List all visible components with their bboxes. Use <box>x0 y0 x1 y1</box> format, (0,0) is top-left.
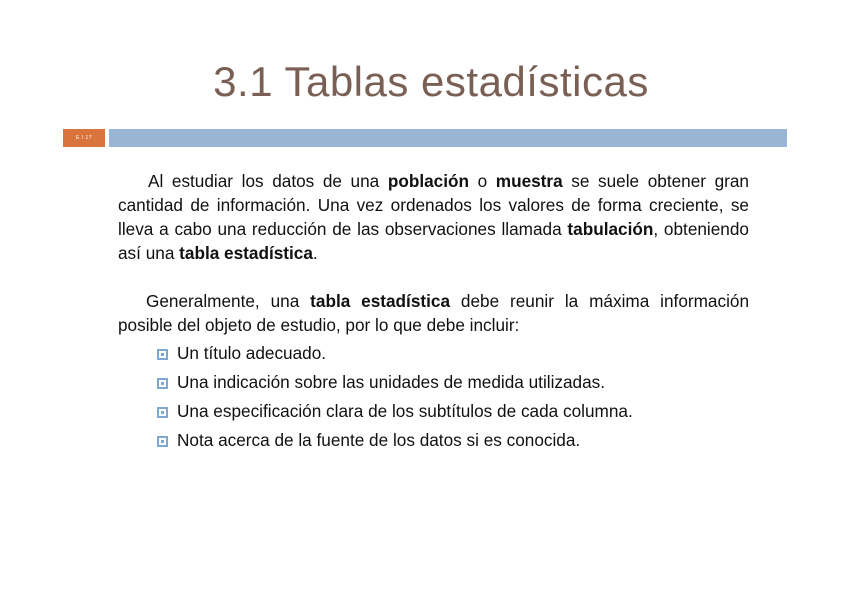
slide-title: 3.1 Tablas estadísticas <box>213 58 649 105</box>
requirements-text-1: Generalmente, una <box>146 291 311 311</box>
term-tabla-estadistica: tabla estadística <box>179 243 313 263</box>
square-bullet-icon <box>157 378 168 389</box>
title-accent-bar <box>109 129 787 147</box>
list-item-text: Nota acerca de la fuente de los datos si es conocida. <box>177 430 581 450</box>
term-muestra: muestra <box>495 171 563 191</box>
term-poblacion: población <box>387 171 470 191</box>
square-bullet-icon <box>157 349 168 360</box>
intro-text-3: se suele obtener gran cantidad de información. Una vez ordenados los valores de forma creciente, se lleva a cabo una reducción de las observaciones llamada <box>118 171 749 239</box>
slide-body <box>118 169 749 455</box>
slide-number-tag: E I 17 <box>63 129 105 147</box>
intro-text-1: Al estudiar los datos de una <box>148 171 388 191</box>
intro-text-4: , obteniendo así una <box>118 219 749 263</box>
list-item-text: Un título adecuado. <box>177 343 327 363</box>
intro-paragraph <box>118 169 749 265</box>
intro-text-2: o <box>469 171 496 191</box>
square-bullet-icon <box>157 436 168 447</box>
square-bullet-icon <box>157 407 168 418</box>
list-item-text: Una indicación sobre las unidades de medida utilizadas. <box>177 372 606 392</box>
list-item <box>156 339 749 368</box>
term-tabla-estadistica-2: tabla estadística <box>310 291 451 311</box>
list-item <box>156 368 749 397</box>
list-item-text: Una especificación clara de los subtítulos de cada columna. <box>177 401 633 421</box>
requirements-paragraph <box>118 289 749 337</box>
term-tabulacion: tabulación <box>567 219 654 239</box>
list-item <box>156 426 749 455</box>
intro-text-5: . <box>312 243 318 263</box>
requirements-list <box>156 339 749 455</box>
list-item <box>156 397 749 426</box>
requirements-text-2: debe reunir la máxima información posible del objeto de estudio, por lo que debe incluir: <box>118 291 750 335</box>
